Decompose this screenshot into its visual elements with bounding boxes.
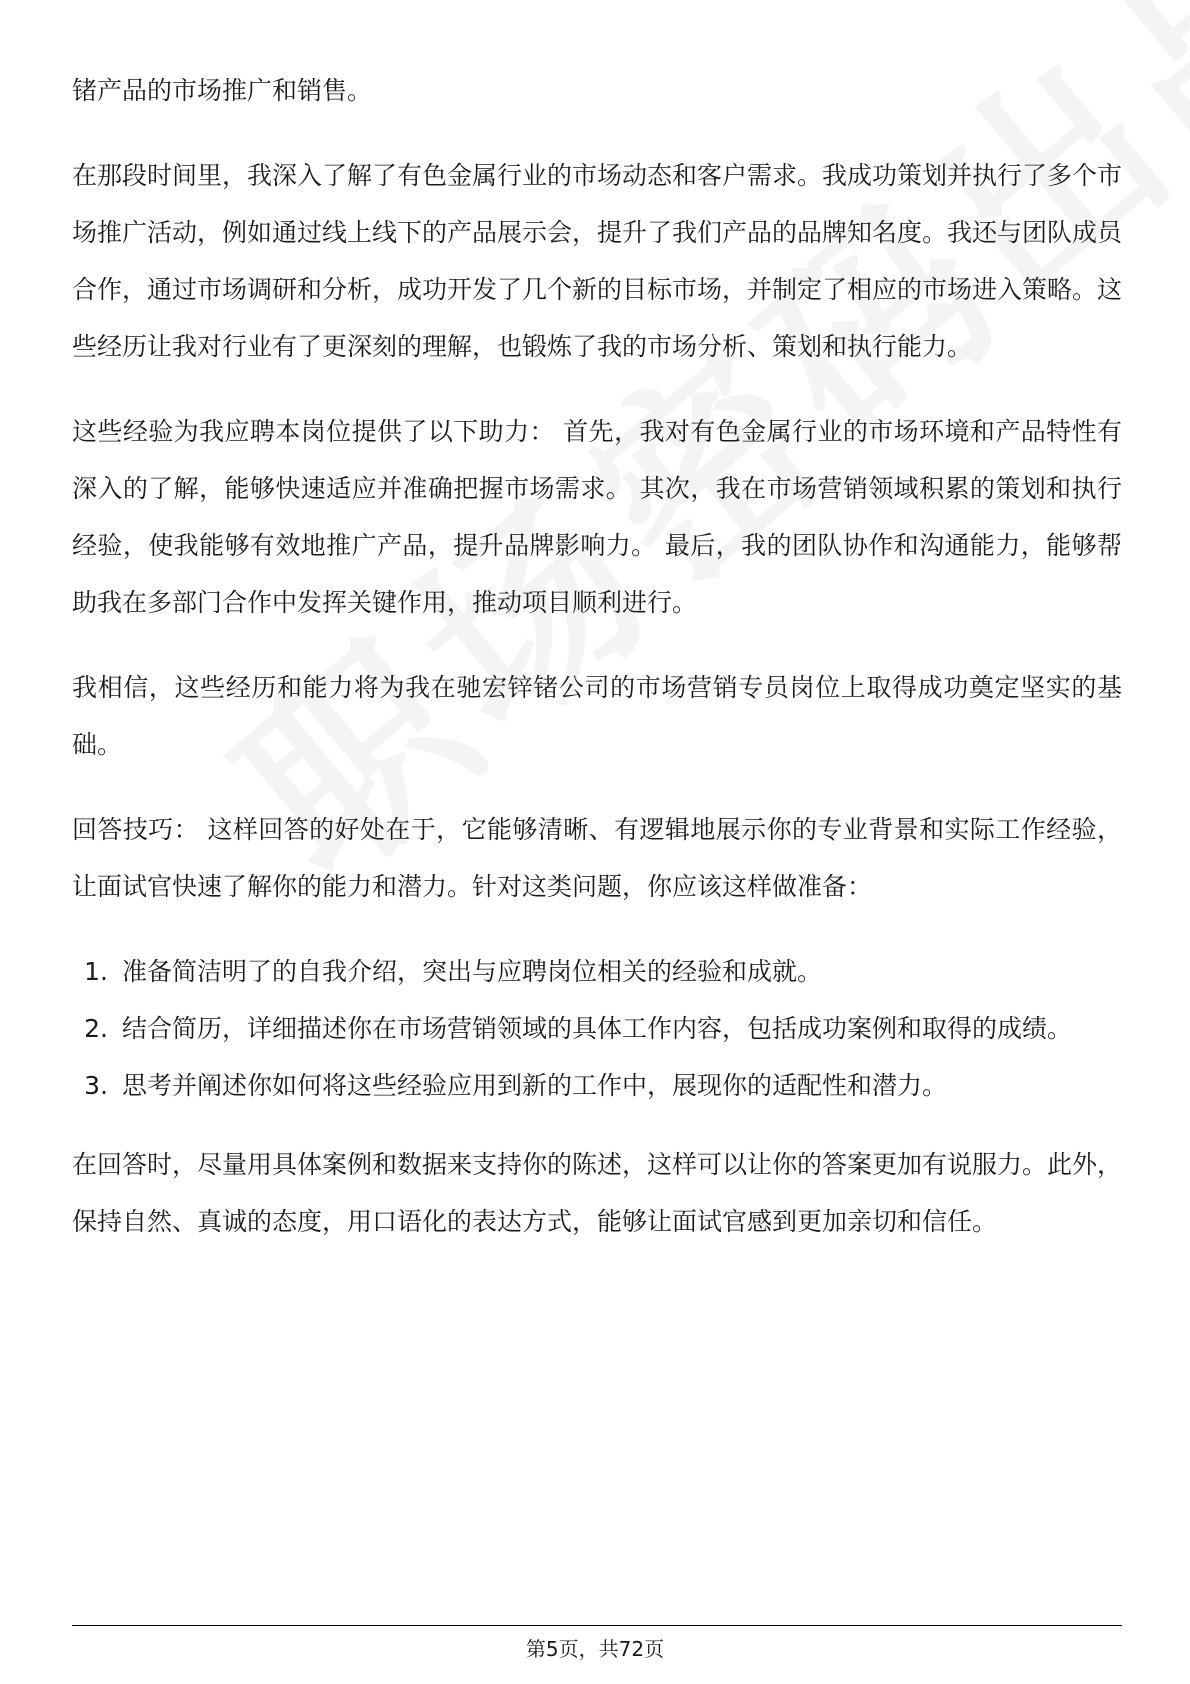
paragraph-continuation: 锗产品的市场推广和销售。 bbox=[72, 76, 373, 105]
list-item bbox=[72, 943, 1122, 1000]
list-item-text: 准备简洁明了的自我介绍，突出与应聘岗位相关的经验和成就。 bbox=[122, 957, 823, 986]
list-item-text: 结合简历，详细描述你在市场营销领域的具体工作内容，包括成功案例和取得的成绩。 bbox=[122, 1014, 1073, 1043]
list-item-number: 1. bbox=[84, 957, 108, 986]
paragraph-advantages: 这些经验为我应聘本岗位提供了以下助力： 首先，我对有色金属行业的市场环境和产品特性有深入的了解，能够快速适应并准确把握市场需求。 其次，我在市场营销领域积累的策划和执行经验，使我能够有效地推广产品，提升品牌影响力。 最后，我的团队协作和沟通能力，能够帮助我在多部门合作中发挥关键作用，推动项目顺利进行。 bbox=[72, 417, 1122, 617]
preparation-list bbox=[72, 943, 1122, 1114]
paragraph-closing: 在回答时，尽量用具体案例和数据来支持你的陈述，这样可以让你的答案更加有说服力。此外，保持自然、真诚的态度，用口语化的表达方式，能够让面试官感到更加亲切和信任。 bbox=[72, 1150, 1123, 1236]
list-item bbox=[72, 1000, 1122, 1057]
list-item-number: 2. bbox=[84, 1014, 108, 1043]
list-item-number: 3. bbox=[84, 1071, 108, 1100]
paragraph-experience: 在那段时间里，我深入了解了有色金属行业的市场动态和客户需求。我成功策划并执行了多个市场推广活动，例如通过线上线下的产品展示会，提升了我们产品的品牌知名度。我还与团队成员合作，通过市场调研和分析，成功开发了几个新的目标市场，并制定了相应的市场进入策略。这些经历让我对行业有了更深刻的理解，也锻炼了我的市场分析、策划和执行能力。 bbox=[72, 161, 1123, 361]
paragraph-answer-tips: 回答技巧： 这样回答的好处在于，它能够清晰、有逻辑地展示你的专业背景和实际工作经验，让面试官快速了解你的能力和潜力。针对这类问题，你应该这样做准备： bbox=[72, 815, 1122, 901]
list-item-text: 思考并阐述你如何将这些经验应用到新的工作中，展现你的适配性和潜力。 bbox=[122, 1071, 948, 1100]
footer-divider bbox=[72, 1625, 1122, 1626]
list-item bbox=[72, 1057, 1122, 1114]
page-number: 第5页，共72页 bbox=[525, 1637, 665, 1661]
paragraph-belief: 我相信，这些经历和能力将为我在驰宏锌锗公司的市场营销专员岗位上取得成功奠定坚实的基础。 bbox=[72, 673, 1122, 759]
page-content bbox=[72, 62, 1122, 1278]
